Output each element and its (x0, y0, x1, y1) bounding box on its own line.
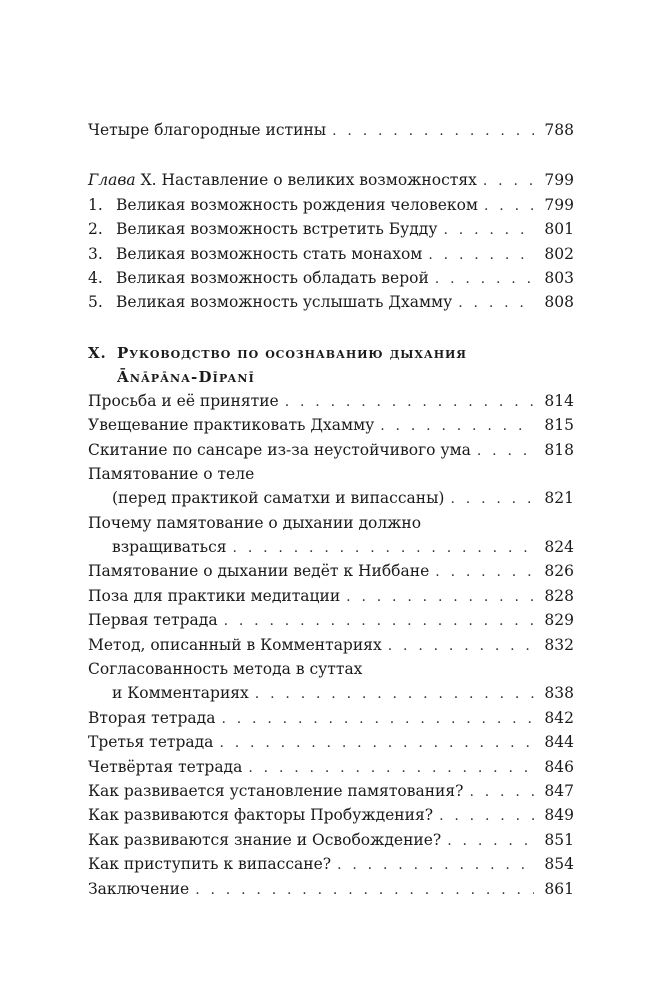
page-number: 821 (534, 486, 574, 510)
entry-title: Увещевание практиковать Дхамму (88, 413, 380, 437)
toc-entry[interactable] (88, 559, 574, 583)
page-number: 815 (534, 413, 574, 437)
dot-leader (285, 390, 534, 414)
page-number: 844 (534, 730, 574, 754)
entry-index: 5. (88, 293, 103, 312)
toc-entry[interactable] (88, 584, 574, 608)
spacer (88, 142, 574, 168)
entry-title: Четыре благородные истины (88, 118, 332, 142)
entry-title: Памятование о теле (88, 462, 254, 486)
entry-title: Как развивается установление памятования? (88, 779, 469, 803)
dot-leader (484, 194, 534, 218)
page-number: 818 (534, 438, 574, 462)
toc-entry[interactable] (88, 730, 574, 754)
toc-entry[interactable] (88, 828, 574, 852)
dot-leader (435, 267, 534, 291)
page-number: 814 (534, 389, 574, 413)
entry-title: Как развиваются факторы Пробуждения? (88, 803, 439, 827)
entry-index: 1. (88, 195, 103, 214)
entry-title: Памятование о дыхании ведёт к Ниббане (88, 559, 435, 583)
entry-title: Великая возможность рождения человеком (116, 195, 478, 214)
dot-leader (255, 682, 534, 706)
page-number: 788 (534, 118, 574, 142)
entry-title: Третья тетрада (88, 730, 219, 754)
page-number: 829 (534, 608, 574, 632)
dot-leader (477, 439, 534, 463)
toc-entry[interactable] (88, 413, 574, 437)
page-number: 808 (534, 290, 574, 314)
dot-leader (443, 218, 534, 242)
toc-entry[interactable] (88, 438, 574, 462)
toc-entry[interactable] (88, 852, 574, 876)
dot-leader (483, 169, 534, 193)
dot-leader (447, 829, 534, 853)
entry-title: Заключение (88, 877, 195, 901)
toc-entry[interactable] (88, 657, 574, 681)
page-number: 824 (534, 535, 574, 559)
dot-leader (428, 243, 534, 267)
table-of-contents (88, 118, 574, 901)
entry-title: Почему памятование о дыхании должно (88, 511, 421, 535)
chapter-title (88, 168, 483, 192)
section-subtitle: Ānāpāna-Dīpanī (117, 367, 256, 386)
entry-title: Великая возможность встретить Будду (116, 220, 438, 239)
toc-subentry[interactable] (88, 217, 574, 241)
dot-leader (221, 707, 534, 731)
dot-leader (332, 119, 534, 143)
chapter-label: Глава (88, 171, 136, 190)
page-number: 801 (534, 217, 574, 241)
section-title: Руководство по осознаванию дыхания (117, 343, 467, 362)
toc-entry[interactable] (88, 118, 574, 142)
section-heading (88, 341, 574, 365)
page-number: 832 (534, 633, 574, 657)
toc-entry-continuation[interactable] (88, 535, 574, 559)
section-label: X. (88, 343, 107, 362)
toc-subentry[interactable] (88, 266, 574, 290)
page-number: 826 (534, 559, 574, 583)
page-number: 828 (534, 584, 574, 608)
page-number: 861 (534, 877, 574, 901)
page-number: 849 (534, 803, 574, 827)
toc-entry[interactable] (88, 877, 574, 901)
dot-leader (346, 585, 534, 609)
entry-continuation: (перед практикой саматхи и випассаны) (88, 486, 450, 510)
toc-entry-continuation[interactable] (88, 486, 574, 510)
toc-entry-continuation[interactable] (88, 681, 574, 705)
entry-title: Великая возможность обладать верой (116, 268, 429, 287)
page-number: 799 (534, 168, 574, 192)
entry-title: Метод, описанный в Комментариях (88, 633, 388, 657)
dot-leader (458, 291, 534, 315)
entry-continuation: и Комментариях (88, 681, 255, 705)
toc-entry[interactable] (88, 706, 574, 730)
entry-title: Первая тетрада (88, 608, 224, 632)
toc-entry[interactable] (88, 633, 574, 657)
chapter-title-text: X. Наставление о великих возможностях (140, 171, 477, 190)
spacer (88, 315, 574, 341)
entry-title: Как развиваются знание и Освобождение? (88, 828, 447, 852)
entry-index: 3. (88, 244, 103, 263)
page-number: 847 (534, 779, 574, 803)
chapter-heading[interactable] (88, 168, 574, 192)
entry-title: Четвёртая тетрада (88, 755, 248, 779)
dot-leader (224, 609, 534, 633)
entry-index: 4. (88, 268, 103, 287)
dot-leader (195, 878, 534, 902)
toc-entry[interactable] (88, 755, 574, 779)
toc-entry[interactable] (88, 608, 574, 632)
page-number: 803 (534, 266, 574, 290)
entry-title: Поза для практики медитации (88, 584, 346, 608)
page-number: 842 (534, 706, 574, 730)
page-number: 802 (534, 242, 574, 266)
page-number: 846 (534, 755, 574, 779)
entry-continuation: взращиваться (88, 535, 233, 559)
dot-leader (337, 853, 534, 877)
dot-leader (469, 780, 534, 804)
toc-subentry[interactable] (88, 193, 574, 217)
entry-title: Великая возможность услышать Дхамму (116, 293, 453, 312)
toc-entry[interactable] (88, 803, 574, 827)
dot-leader (219, 731, 534, 755)
entry-title: Как приступить к випассане? (88, 852, 337, 876)
dot-leader (233, 536, 534, 560)
page-number: 851 (534, 828, 574, 852)
entry-title: Вторая тетрада (88, 706, 221, 730)
page-number: 854 (534, 852, 574, 876)
page-number: 799 (534, 193, 574, 217)
dot-leader (248, 756, 534, 780)
dot-leader (450, 487, 534, 511)
toc-entry[interactable] (88, 511, 574, 535)
toc-subentry[interactable] (88, 242, 574, 266)
page-number: 838 (534, 681, 574, 705)
dot-leader (439, 804, 534, 828)
entry-title: Великая возможность стать монахом (116, 244, 423, 263)
entry-title: Просьба и её принятие (88, 389, 285, 413)
entry-title: Согласованность метода в суттах (88, 657, 362, 681)
dot-leader (435, 560, 534, 584)
entry-index: 2. (88, 220, 103, 239)
toc-subentry[interactable] (88, 290, 574, 314)
toc-entry[interactable] (88, 462, 574, 486)
toc-entry[interactable] (88, 389, 574, 413)
entry-title: Скитание по сансаре из-за неустойчивого ума (88, 438, 477, 462)
dot-leader (380, 414, 534, 438)
toc-entry[interactable] (88, 779, 574, 803)
dot-leader (388, 634, 534, 658)
